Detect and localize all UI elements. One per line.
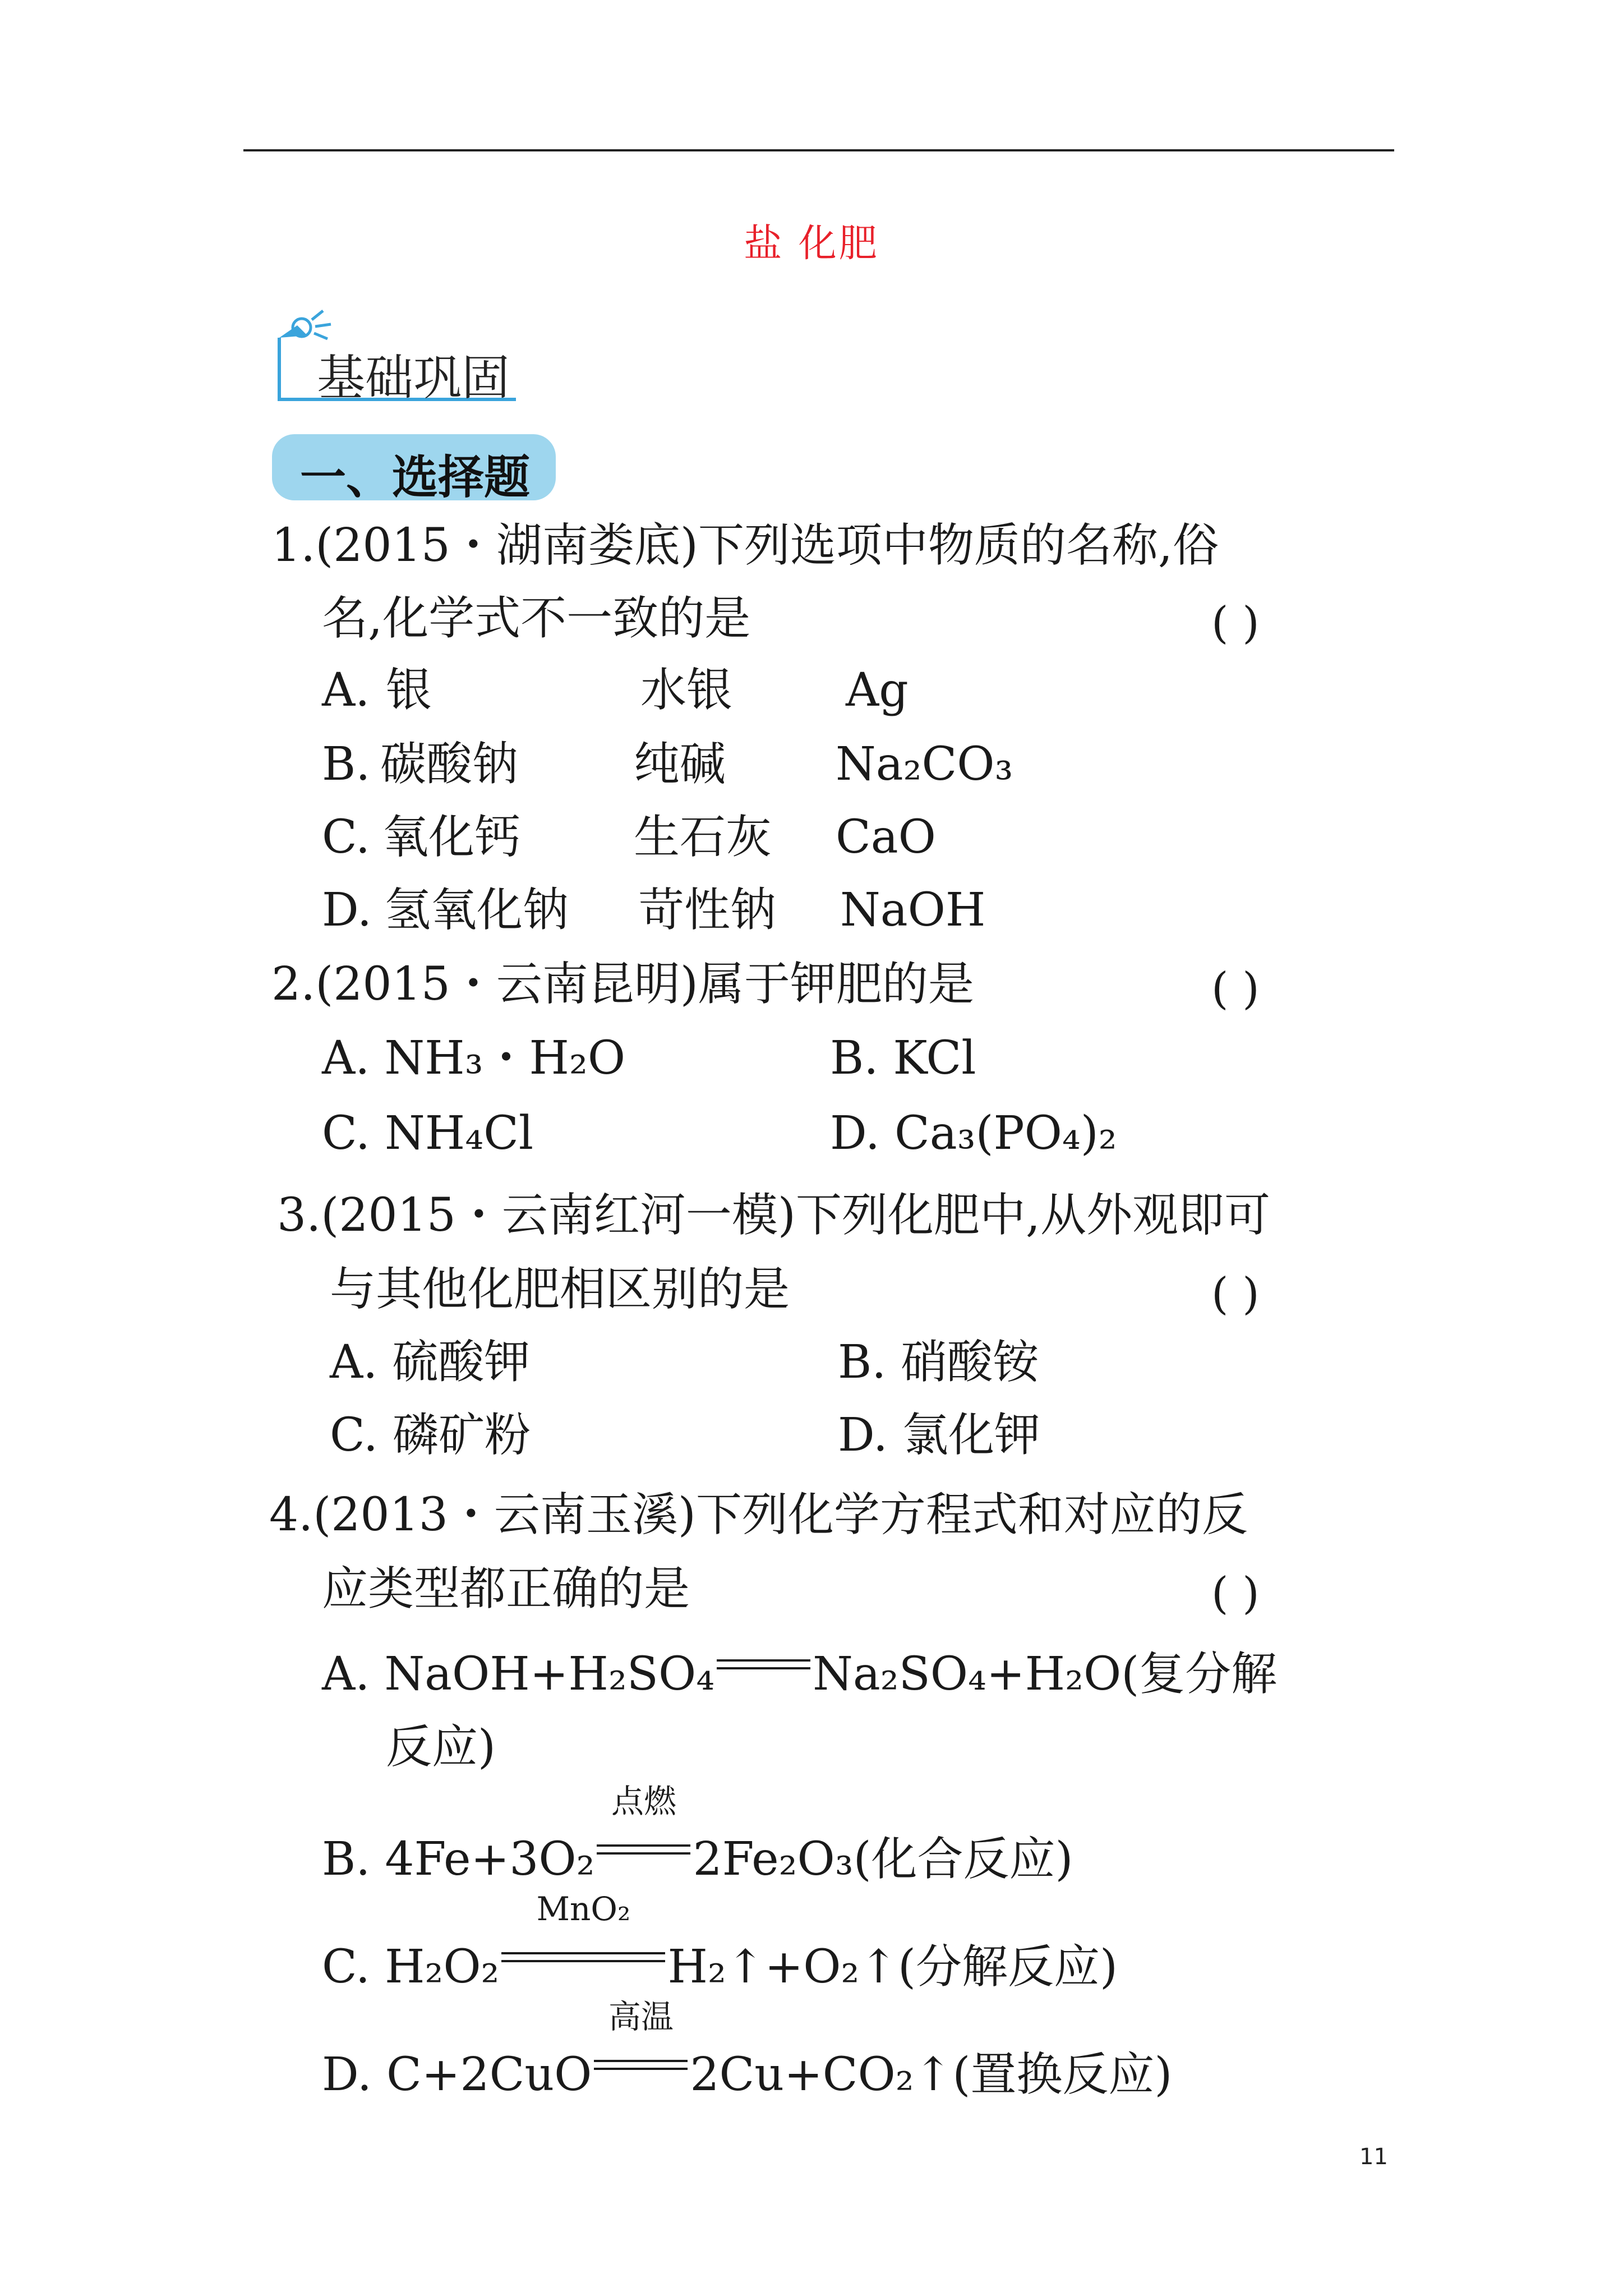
- q4-option-b-equals: [594, 1782, 693, 1875]
- q1-option-d-name: 氢氧化钠: [385, 884, 569, 937]
- q4-option-a-equals: [714, 1644, 813, 1690]
- q4-answer-paren: ( ): [1211, 1568, 1260, 1619]
- q4-option-d-rhs: 2Cu+CO₂↑(置换反应): [690, 2048, 1173, 2101]
- q1-option-a-letter: A.: [322, 664, 370, 717]
- q3-option-c: C. 磷矿粉: [330, 1409, 531, 1462]
- q4-option-d-condition: 高温: [608, 1998, 674, 2036]
- q1-option-d-formula: NaOH: [840, 884, 986, 937]
- q4-option-b-condition: 点燃: [611, 1782, 676, 1820]
- q2-option-c: C. NH₄Cl: [322, 1107, 534, 1160]
- q4-stem-line2: 应类型都正确的是: [322, 1562, 690, 1616]
- q4-option-c-rhs: H₂↑+O₂↑(分解反应): [667, 1940, 1118, 1994]
- q1-option-b-letter: B.: [322, 738, 371, 791]
- section-header-label: 基础巩固: [317, 350, 510, 406]
- section-pill: [272, 434, 556, 504]
- q4-option-b-lhs: B. 4Fe+3O₂: [322, 1833, 595, 1886]
- q1-option-d-letter: D.: [322, 884, 372, 937]
- q2-option-d: D. Ca₃(PO₄)₂: [830, 1107, 1117, 1160]
- q1-stem-line1: 1.(2015・湖南娄底)下列选项中物质的名称,俗: [271, 519, 1219, 572]
- q4-option-c-equals: [499, 1890, 667, 1982]
- q1-answer-paren: ( ): [1211, 598, 1260, 648]
- q3-stem-line1: 3.(2015・云南红河一模)下列化肥中,从外观即可: [277, 1189, 1270, 1242]
- q1-option-b-name: 碳酸钠: [380, 738, 519, 791]
- q2-answer-paren: ( ): [1211, 964, 1260, 1014]
- q1-option-c-letter: C.: [322, 811, 370, 864]
- q1-option-a-name: 银: [386, 664, 432, 717]
- q4-option-b: [322, 1782, 1073, 1886]
- page-number: 11: [1359, 2144, 1388, 2170]
- q1-option-c-formula: CaO: [836, 811, 936, 864]
- q1-option-a-formula: Ag: [846, 664, 909, 717]
- q4-stem-line1: 4.(2013・云南玉溪)下列化学方程式和对应的反: [269, 1488, 1248, 1542]
- q2-option-a: A. NH₃・H₂O: [322, 1032, 626, 1085]
- q4-option-c-lhs: C. H₂O₂: [322, 1940, 500, 1994]
- section-pill-label: 一、选择题: [300, 451, 531, 504]
- q1-option-c-name: 氧化钙: [382, 811, 521, 864]
- q4-option-a-continued: 反应): [386, 1720, 496, 1774]
- top-rule: [243, 149, 1394, 151]
- q2-stem: 2.(2015・云南昆明)属于钾肥的是: [271, 958, 974, 1011]
- q1-option-b-formula: Na₂CO₃: [836, 738, 1013, 791]
- q2-option-b: B. KCl: [830, 1032, 976, 1085]
- q4-option-c: [322, 1890, 1118, 1994]
- q1-option-c-common: 生石灰: [634, 811, 772, 864]
- q4-option-a-rhs: Na₂SO₄+H₂O(复分解: [813, 1648, 1278, 1701]
- q1-option-a-common: 水银: [640, 664, 733, 717]
- q1-option-d-common: 苛性钠: [638, 884, 777, 937]
- q4-option-a: [322, 1644, 1278, 1701]
- q4-option-c-condition: MnO₂: [536, 1890, 631, 1928]
- q3-stem-line2: 与其他化肥相区别的是: [330, 1263, 790, 1316]
- q1-option-b-common: 纯碱: [634, 738, 726, 791]
- q4-option-b-rhs: 2Fe₂O₃(化合反应): [693, 1833, 1073, 1886]
- q3-option-b: B. 硝酸铵: [838, 1336, 1039, 1389]
- page-title: 盐 化肥: [744, 222, 879, 266]
- q4-option-d-equals: [592, 1998, 690, 2090]
- section-header-basic: [275, 303, 522, 404]
- q4-option-d-lhs: D. C+2CuO: [322, 2048, 592, 2101]
- q4-option-a-lhs: A. NaOH+H₂SO₄: [322, 1648, 715, 1701]
- q3-option-d: D. 氯化钾: [838, 1409, 1040, 1462]
- q3-answer-paren: ( ): [1211, 1269, 1260, 1319]
- q4-option-d: [322, 1998, 1173, 2101]
- q3-option-a: A. 硫酸钾: [330, 1336, 531, 1389]
- q1-stem-line2: 名,化学式不一致的是: [322, 592, 751, 645]
